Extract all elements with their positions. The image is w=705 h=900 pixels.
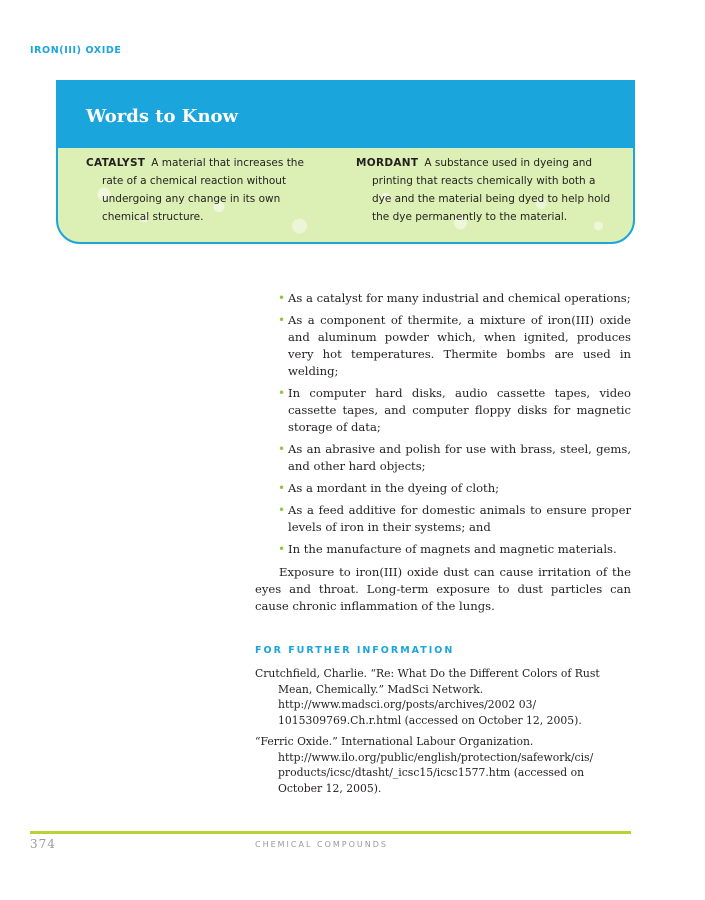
list-item: • As a feed additive for domestic animals to ensure proper levels of iron in their systems; and xyxy=(278,503,631,534)
words-to-know-header xyxy=(58,82,633,148)
glossary-term: CATALYST xyxy=(86,157,146,169)
main-text xyxy=(255,290,631,615)
glossary-entry xyxy=(356,154,614,226)
footer-rule xyxy=(30,831,631,834)
reference-entry xyxy=(255,666,631,728)
references xyxy=(255,666,631,802)
further-information-heading: FOR FURTHER INFORMATION xyxy=(255,645,455,656)
list-item: • In computer hard disks, audio cassette tapes, video cassette tapes, and computer floppy disks for magnetic storage of data; xyxy=(278,386,631,434)
bullet-icon: • xyxy=(278,291,286,305)
bullet-icon: • xyxy=(278,542,286,556)
bullet-icon: • xyxy=(278,503,286,517)
reference-url[interactable]: http://www.ilo.org/public/english/protection/safework/cis/ products/icsc/dtasht/_icsc15/icsc1577.htm (accessed on October 12, 2005). xyxy=(278,750,594,795)
glossary-entry xyxy=(86,154,324,226)
words-to-know-box xyxy=(56,80,635,244)
exposure-paragraph: Exposure to iron(III) oxide dust can cause irritation of the eyes and throat. Long-term exposure to dust particles can cause chronic inflammation of the lungs. xyxy=(255,565,631,613)
list-item: • As a catalyst for many industrial and chemical operations; xyxy=(278,291,631,305)
glossary-column-right xyxy=(356,154,614,226)
footer-book-title: CHEMICAL COMPOUNDS xyxy=(255,840,388,849)
glossary-term: MORDANT xyxy=(356,157,419,169)
running-head: IRON(III) OXIDE xyxy=(30,45,122,56)
glossary-definition: A material that increases the rate of a chemical reaction without undergoing any change in its own chemical structure. xyxy=(102,157,304,223)
words-to-know-title: Words to Know xyxy=(86,106,239,127)
reference-text: “Ferric Oxide.” International Labour Organization. xyxy=(255,735,534,748)
list-item: • As an abrasive and polish for use with brass, steel, gems, and other hard objects; xyxy=(278,442,631,473)
uses-list xyxy=(255,290,631,558)
reference-url[interactable]: http://www.madsci.org/posts/archives/2002 03/ 1015309769.Ch.r.html (accessed on October 12, 2005). xyxy=(278,698,582,727)
reference-entry xyxy=(255,734,631,796)
list-item: • In the manufacture of magnets and magnetic materials. xyxy=(278,542,617,556)
list-item: • As a mordant in the dyeing of cloth; xyxy=(278,481,500,495)
glossary-column-left xyxy=(86,154,324,226)
bullet-icon: • xyxy=(278,386,286,400)
list-item: • As a component of thermite, a mixture of iron(III) oxide and aluminum powder which, when ignited, produces very hot temperatures. Thermite bombs are used in welding; xyxy=(278,313,631,378)
glossary-definition: A substance used in dyeing and printing that reacts chemically with both a dye and the material being dyed to help hold the dye permanently to the material. xyxy=(372,157,611,223)
bullet-icon: • xyxy=(278,481,286,495)
bullet-icon: • xyxy=(278,313,286,327)
reference-text: Crutchfield, Charlie. “Re: What Do the Different Colors of Rust Mean, Chemically.” MadSci Network. xyxy=(255,667,600,696)
bullet-icon: • xyxy=(278,442,286,456)
page-number: 374 xyxy=(30,837,56,851)
